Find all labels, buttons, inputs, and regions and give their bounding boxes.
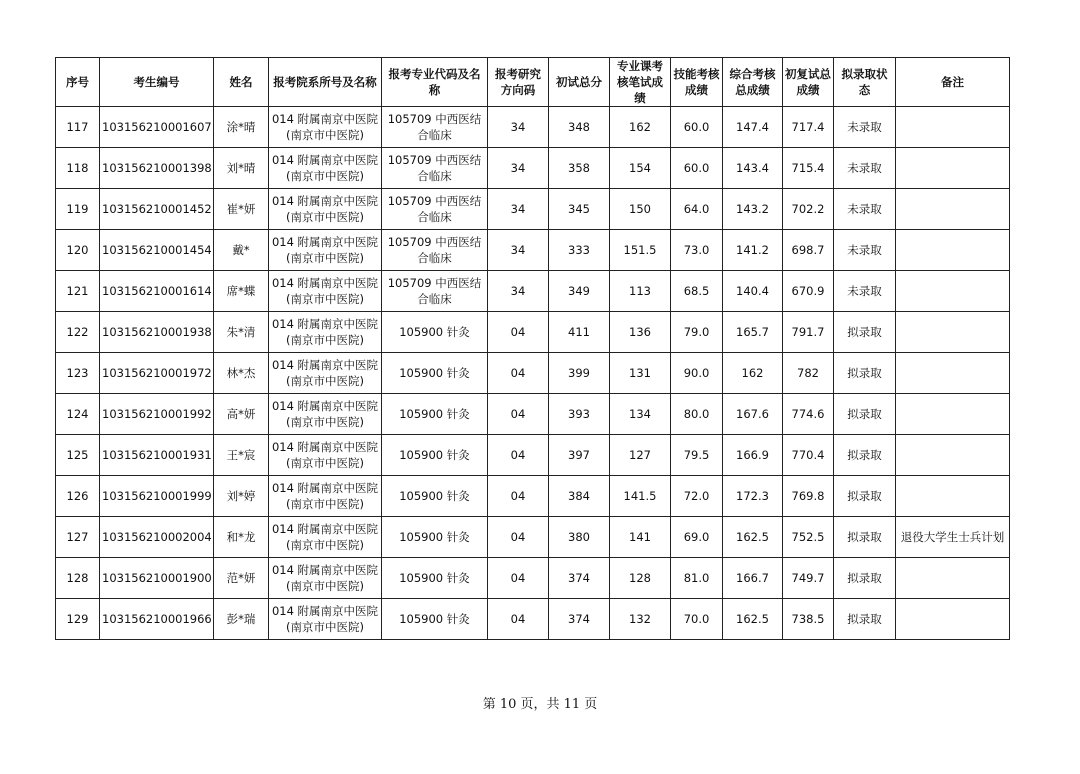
cell-department: 014 附属南京中医院(南京市中医院)	[269, 353, 382, 394]
table-row	[56, 517, 1010, 558]
cell-candidate-id: 103156210002004	[100, 517, 214, 558]
header-final-total: 初复试总成绩	[783, 58, 834, 107]
cell-direction-code: 04	[488, 353, 549, 394]
cell-skill-score: 64.0	[671, 189, 723, 230]
cell-comprehensive-score: 162.5	[723, 599, 783, 640]
header-candidate-id: 考生编号	[100, 58, 214, 107]
cell-admission-status: 拟录取	[834, 312, 896, 353]
cell-major: 105900 针灸	[382, 312, 488, 353]
cell-admission-status: 拟录取	[834, 558, 896, 599]
header-written-score: 专业课考核笔试成绩	[610, 58, 671, 107]
cell-final-total: 738.5	[783, 599, 834, 640]
cell-skill-score: 70.0	[671, 599, 723, 640]
cell-final-total: 791.7	[783, 312, 834, 353]
cell-major: 105709 中西医结合临床	[382, 271, 488, 312]
cell-written-score: 151.5	[610, 230, 671, 271]
cell-initial-total: 358	[549, 148, 610, 189]
cell-direction-code: 04	[488, 312, 549, 353]
cell-name: 彭*瑞	[214, 599, 269, 640]
cell-remarks	[896, 107, 1010, 148]
cell-major: 105900 针灸	[382, 353, 488, 394]
cell-seq: 121	[56, 271, 100, 312]
cell-comprehensive-score: 162.5	[723, 517, 783, 558]
cell-name: 席*蝶	[214, 271, 269, 312]
cell-department: 014 附属南京中医院(南京市中医院)	[269, 435, 382, 476]
cell-major: 105900 针灸	[382, 558, 488, 599]
cell-seq: 126	[56, 476, 100, 517]
cell-admission-status: 拟录取	[834, 599, 896, 640]
cell-initial-total: 384	[549, 476, 610, 517]
cell-skill-score: 73.0	[671, 230, 723, 271]
cell-department: 014 附属南京中医院(南京市中医院)	[269, 148, 382, 189]
cell-direction-code: 04	[488, 517, 549, 558]
cell-department: 014 附属南京中医院(南京市中医院)	[269, 558, 382, 599]
cell-name: 刘*晴	[214, 148, 269, 189]
cell-remarks	[896, 435, 1010, 476]
cell-major: 105900 针灸	[382, 476, 488, 517]
cell-seq: 118	[56, 148, 100, 189]
page-number-footer: 第 10 页，共 11 页	[482, 697, 598, 712]
cell-final-total: 752.5	[783, 517, 834, 558]
cell-direction-code: 34	[488, 230, 549, 271]
cell-written-score: 141.5	[610, 476, 671, 517]
cell-name: 林*杰	[214, 353, 269, 394]
cell-seq: 119	[56, 189, 100, 230]
table-header-row	[56, 58, 1010, 107]
cell-department: 014 附属南京中医院(南京市中医院)	[269, 517, 382, 558]
cell-department: 014 附属南京中医院(南京市中医院)	[269, 476, 382, 517]
cell-direction-code: 04	[488, 599, 549, 640]
header-name: 姓名	[214, 58, 269, 107]
cell-direction-code: 04	[488, 558, 549, 599]
cell-comprehensive-score: 172.3	[723, 476, 783, 517]
cell-skill-score: 81.0	[671, 558, 723, 599]
cell-written-score: 127	[610, 435, 671, 476]
cell-seq: 122	[56, 312, 100, 353]
cell-admission-status: 拟录取	[834, 394, 896, 435]
header-admission-status: 拟录取状态	[834, 58, 896, 107]
table-row	[56, 271, 1010, 312]
cell-skill-score: 72.0	[671, 476, 723, 517]
cell-skill-score: 79.5	[671, 435, 723, 476]
cell-seq: 129	[56, 599, 100, 640]
cell-candidate-id: 103156210001938	[100, 312, 214, 353]
cell-name: 和*龙	[214, 517, 269, 558]
cell-initial-total: 349	[549, 271, 610, 312]
cell-final-total: 770.4	[783, 435, 834, 476]
cell-comprehensive-score: 143.4	[723, 148, 783, 189]
cell-admission-status: 未录取	[834, 271, 896, 312]
header-skill-score: 技能考核成绩	[671, 58, 723, 107]
cell-remarks	[896, 189, 1010, 230]
cell-admission-status: 拟录取	[834, 476, 896, 517]
cell-major: 105900 针灸	[382, 394, 488, 435]
header-direction-code: 报考研究方向码	[488, 58, 549, 107]
cell-remarks	[896, 353, 1010, 394]
cell-initial-total: 411	[549, 312, 610, 353]
cell-candidate-id: 103156210001452	[100, 189, 214, 230]
cell-written-score: 162	[610, 107, 671, 148]
header-comprehensive-score: 综合考核总成绩	[723, 58, 783, 107]
cell-name: 王*宸	[214, 435, 269, 476]
cell-initial-total: 374	[549, 599, 610, 640]
table-row	[56, 394, 1010, 435]
cell-remarks	[896, 312, 1010, 353]
header-initial-total: 初试总分	[549, 58, 610, 107]
cell-comprehensive-score: 140.4	[723, 271, 783, 312]
cell-initial-total: 393	[549, 394, 610, 435]
cell-skill-score: 79.0	[671, 312, 723, 353]
cell-final-total: 698.7	[783, 230, 834, 271]
cell-initial-total: 348	[549, 107, 610, 148]
cell-comprehensive-score: 167.6	[723, 394, 783, 435]
cell-department: 014 附属南京中医院(南京市中医院)	[269, 394, 382, 435]
cell-written-score: 113	[610, 271, 671, 312]
header-department: 报考院系所号及名称	[269, 58, 382, 107]
cell-name: 朱*清	[214, 312, 269, 353]
cell-department: 014 附属南京中医院(南京市中医院)	[269, 230, 382, 271]
table-row	[56, 353, 1010, 394]
header-major: 报考专业代码及名称	[382, 58, 488, 107]
cell-remarks: 退役大学生士兵计划	[896, 517, 1010, 558]
cell-final-total: 702.2	[783, 189, 834, 230]
cell-major: 105709 中西医结合临床	[382, 189, 488, 230]
cell-seq: 125	[56, 435, 100, 476]
cell-final-total: 670.9	[783, 271, 834, 312]
cell-candidate-id: 103156210001900	[100, 558, 214, 599]
cell-remarks	[896, 148, 1010, 189]
cell-final-total: 749.7	[783, 558, 834, 599]
cell-written-score: 136	[610, 312, 671, 353]
cell-candidate-id: 103156210001999	[100, 476, 214, 517]
cell-written-score: 150	[610, 189, 671, 230]
cell-direction-code: 04	[488, 476, 549, 517]
cell-candidate-id: 103156210001614	[100, 271, 214, 312]
cell-admission-status: 未录取	[834, 107, 896, 148]
cell-department: 014 附属南京中医院(南京市中医院)	[269, 189, 382, 230]
cell-major: 105709 中西医结合临床	[382, 107, 488, 148]
cell-written-score: 141	[610, 517, 671, 558]
cell-written-score: 131	[610, 353, 671, 394]
cell-admission-status: 拟录取	[834, 353, 896, 394]
cell-seq: 117	[56, 107, 100, 148]
cell-remarks	[896, 271, 1010, 312]
cell-name: 范*妍	[214, 558, 269, 599]
cell-comprehensive-score: 141.2	[723, 230, 783, 271]
cell-final-total: 717.4	[783, 107, 834, 148]
cell-skill-score: 60.0	[671, 148, 723, 189]
cell-comprehensive-score: 162	[723, 353, 783, 394]
cell-direction-code: 34	[488, 189, 549, 230]
cell-seq: 127	[56, 517, 100, 558]
cell-major: 105709 中西医结合临床	[382, 230, 488, 271]
cell-name: 高*妍	[214, 394, 269, 435]
cell-admission-status: 拟录取	[834, 517, 896, 558]
cell-candidate-id: 103156210001607	[100, 107, 214, 148]
cell-comprehensive-score: 165.7	[723, 312, 783, 353]
cell-admission-status: 未录取	[834, 230, 896, 271]
cell-major: 105900 针灸	[382, 517, 488, 558]
cell-final-total: 782	[783, 353, 834, 394]
cell-candidate-id: 103156210001992	[100, 394, 214, 435]
cell-candidate-id: 103156210001966	[100, 599, 214, 640]
cell-direction-code: 34	[488, 271, 549, 312]
cell-comprehensive-score: 166.7	[723, 558, 783, 599]
cell-initial-total: 333	[549, 230, 610, 271]
cell-candidate-id: 103156210001972	[100, 353, 214, 394]
cell-remarks	[896, 394, 1010, 435]
table-row	[56, 312, 1010, 353]
cell-written-score: 128	[610, 558, 671, 599]
cell-direction-code: 34	[488, 107, 549, 148]
cell-final-total: 769.8	[783, 476, 834, 517]
cell-direction-code: 34	[488, 148, 549, 189]
cell-remarks	[896, 558, 1010, 599]
cell-department: 014 附属南京中医院(南京市中医院)	[269, 107, 382, 148]
cell-final-total: 715.4	[783, 148, 834, 189]
cell-comprehensive-score: 143.2	[723, 189, 783, 230]
header-remarks: 备注	[896, 58, 1010, 107]
cell-major: 105709 中西医结合临床	[382, 148, 488, 189]
cell-candidate-id: 103156210001454	[100, 230, 214, 271]
cell-seq: 120	[56, 230, 100, 271]
cell-admission-status: 未录取	[834, 189, 896, 230]
cell-comprehensive-score: 166.9	[723, 435, 783, 476]
cell-initial-total: 397	[549, 435, 610, 476]
cell-name: 刘*婷	[214, 476, 269, 517]
cell-name: 戴*	[214, 230, 269, 271]
cell-remarks	[896, 476, 1010, 517]
cell-direction-code: 04	[488, 435, 549, 476]
cell-skill-score: 68.5	[671, 271, 723, 312]
cell-candidate-id: 103156210001398	[100, 148, 214, 189]
admission-results-table	[55, 57, 1010, 640]
cell-initial-total: 374	[549, 558, 610, 599]
cell-name: 崔*妍	[214, 189, 269, 230]
table-row	[56, 148, 1010, 189]
cell-candidate-id: 103156210001931	[100, 435, 214, 476]
cell-initial-total: 345	[549, 189, 610, 230]
cell-department: 014 附属南京中医院(南京市中医院)	[269, 271, 382, 312]
cell-skill-score: 60.0	[671, 107, 723, 148]
table-row	[56, 107, 1010, 148]
cell-final-total: 774.6	[783, 394, 834, 435]
table-row	[56, 435, 1010, 476]
cell-written-score: 134	[610, 394, 671, 435]
table-body	[56, 107, 1010, 640]
cell-direction-code: 04	[488, 394, 549, 435]
cell-department: 014 附属南京中医院(南京市中医院)	[269, 312, 382, 353]
cell-remarks	[896, 599, 1010, 640]
header-seq: 序号	[56, 58, 100, 107]
table-row	[56, 230, 1010, 271]
cell-seq: 128	[56, 558, 100, 599]
cell-admission-status: 未录取	[834, 148, 896, 189]
cell-skill-score: 90.0	[671, 353, 723, 394]
table-row	[56, 189, 1010, 230]
cell-seq: 124	[56, 394, 100, 435]
cell-major: 105900 针灸	[382, 435, 488, 476]
cell-remarks	[896, 230, 1010, 271]
cell-skill-score: 80.0	[671, 394, 723, 435]
cell-comprehensive-score: 147.4	[723, 107, 783, 148]
cell-department: 014 附属南京中医院(南京市中医院)	[269, 599, 382, 640]
cell-admission-status: 拟录取	[834, 435, 896, 476]
cell-name: 涂*晴	[214, 107, 269, 148]
cell-skill-score: 69.0	[671, 517, 723, 558]
cell-initial-total: 380	[549, 517, 610, 558]
table-row	[56, 476, 1010, 517]
table-row	[56, 599, 1010, 640]
cell-major: 105900 针灸	[382, 599, 488, 640]
cell-initial-total: 399	[549, 353, 610, 394]
cell-seq: 123	[56, 353, 100, 394]
cell-written-score: 154	[610, 148, 671, 189]
table-row	[56, 558, 1010, 599]
cell-written-score: 132	[610, 599, 671, 640]
